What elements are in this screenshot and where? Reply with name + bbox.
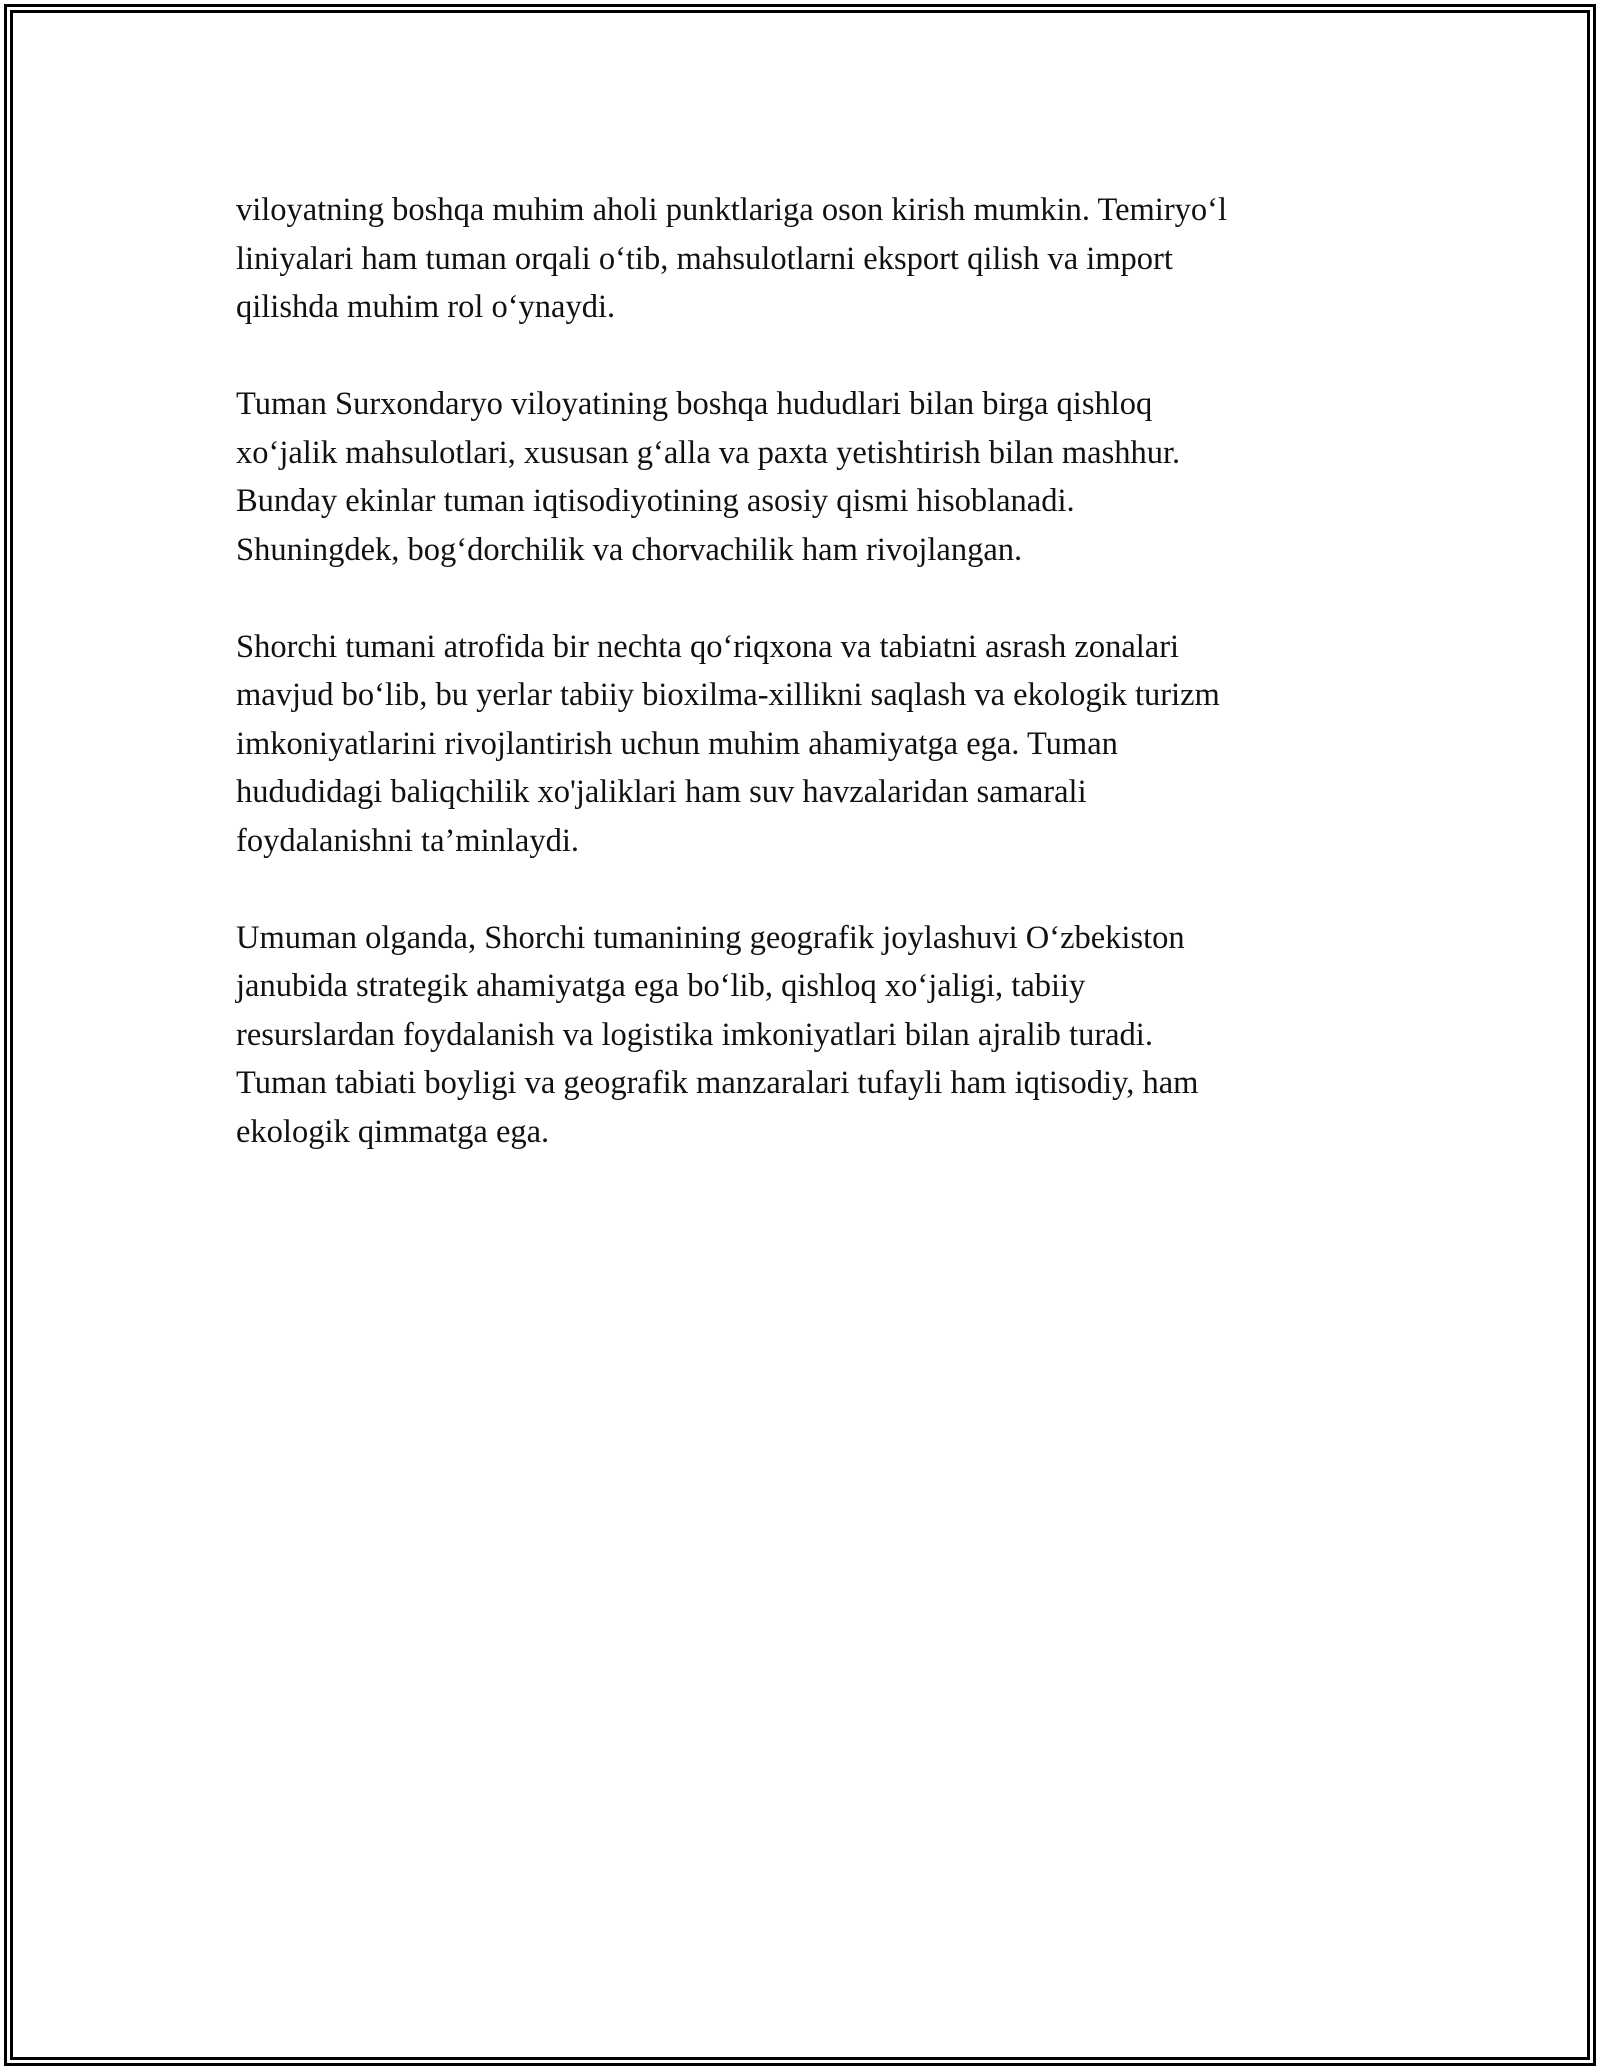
document-body: [236, 186, 1366, 1205]
paragraph: Umuman olganda, Shorchi tumanining geografik joylashuvi O‘zbekiston janubida strategik ahamiyatga ega bo‘lib, qishloq xo‘jaligi, tabiiy resurslardan foydalanish va logistika imkoniyatlari bilan ajralib turadi. Tuman tabiati boyligi va geografik manzaralari tufayli ham iqtisodiy, ham ekologik qimmatga ega.: [236, 919, 1199, 1150]
paragraph: Tuman Surxondaryo viloyatining boshqa hududlari bilan birga qishloq xo‘jalik mahsulotlari, xususan g‘alla va paxta yetishtirish bilan mashhur. Bunday ekinlar tuman iqtisodiyotining asosiy qismi hisoblanadi. Shuningdek, bog‘dorchilik va chorvachilik ham rivojlangan.: [236, 386, 1181, 568]
paragraph: viloyatning boshqa muhim aholi punktlariga oson kirish mumkin. Temiryo‘l liniyalari ham tuman orqali o‘tib, mahsulotlarni eksport qilish va import qilishda muhim rol o‘ynaydi.: [236, 192, 1227, 325]
paragraph: Shorchi tumani atrofida bir nechta qo‘riqxona va tabiatni asrash zonalari mavjud bo‘lib, bu yerlar tabiiy bioxilma-xillikni saqlash va ekologik turizm imkoniyatlarini rivojlantirish uchun muhim ahamiyatga ega. Tuman hududidagi baliqchilik xo'jaliklari ham suv havzalaridan samarali foydalanishni ta’minlaydi.: [236, 628, 1220, 859]
